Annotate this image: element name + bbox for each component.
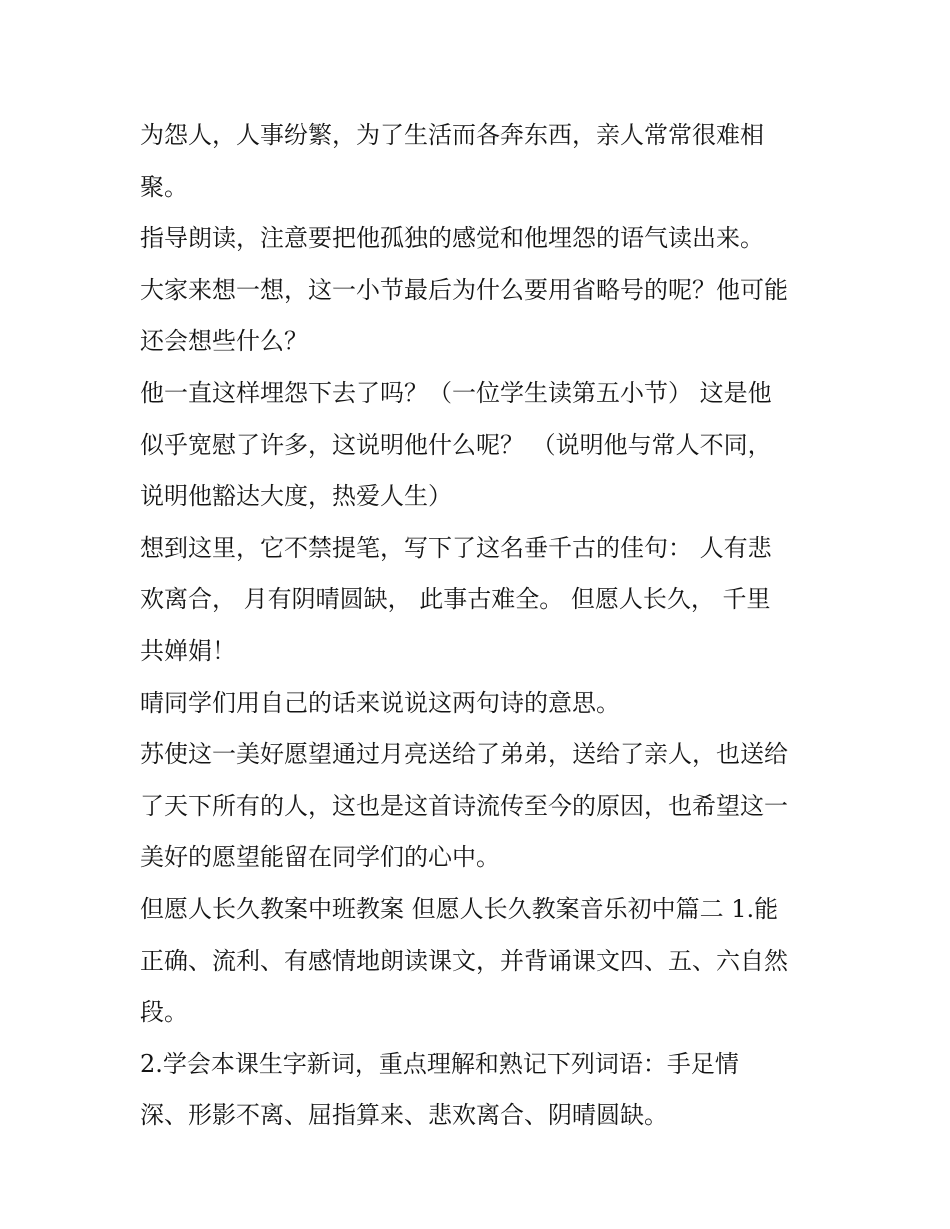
text-line-6: 他一直这样埋怨下去了吗？（一位学生读第五小节） 这是他 (140, 378, 772, 407)
text-line-10: 欢离合， 月有阴晴圆缺， 此事古难全。 但愿人长久， 千里 (140, 585, 771, 614)
text-line-11: 共婵娟！ (140, 636, 236, 665)
text-line-17: 正确、流利、有感情地朗读课文，并背诵课文四、五、六自然 (140, 946, 788, 975)
text-line-8: 说明他豁达大度，热爱人生） (140, 482, 452, 511)
text-line-9: 想到这里，它不禁提笔，写下了这名垂千古的佳句： 人有悲 (140, 533, 772, 562)
text-line-12: 晴同学们用自己的话来说说这两句诗的意思。 (140, 688, 620, 717)
text-line-4: 大家来想一想，这一小节最后为什么要用省略号的呢？他可能 (140, 275, 788, 304)
text-line-3: 指导朗读，注意要把他孤独的感觉和他埋怨的语气读出来。 (140, 224, 764, 253)
text-line-15: 美好的愿望能留在同学们的心中。 (140, 843, 500, 872)
text-line-19: 2.学会本课生字新词，重点理解和熟记下列词语：手足情 (140, 1049, 739, 1078)
text-line-13: 苏使这一美好愿望通过月亮送给了弟弟，送给了亲人，也送给 (140, 740, 788, 769)
text-line-7: 似乎宽慰了许多，这说明他什么呢？ （说明他与常人不同， (140, 430, 772, 459)
text-line-20: 深、形影不离、屈指算来、悲欢离合、阴晴圆缺。 (140, 1101, 668, 1130)
text-line-16: 但愿人长久教案中班教案 但愿人长久教案音乐初中篇二 1.能 (140, 894, 779, 923)
text-line-18: 段。 (140, 998, 188, 1027)
text-line-1: 为怨人，人事纷繁，为了生活而各奔东西，亲人常常很难相 (140, 121, 764, 149)
text-line-2: 聚。 (140, 172, 188, 201)
document-body (140, 110, 830, 1142)
text-line-5: 还会想些什么？ (140, 327, 308, 356)
text-line-14: 了天下所有的人，这也是这首诗流传至今的原因，也希望这一 (140, 791, 788, 820)
